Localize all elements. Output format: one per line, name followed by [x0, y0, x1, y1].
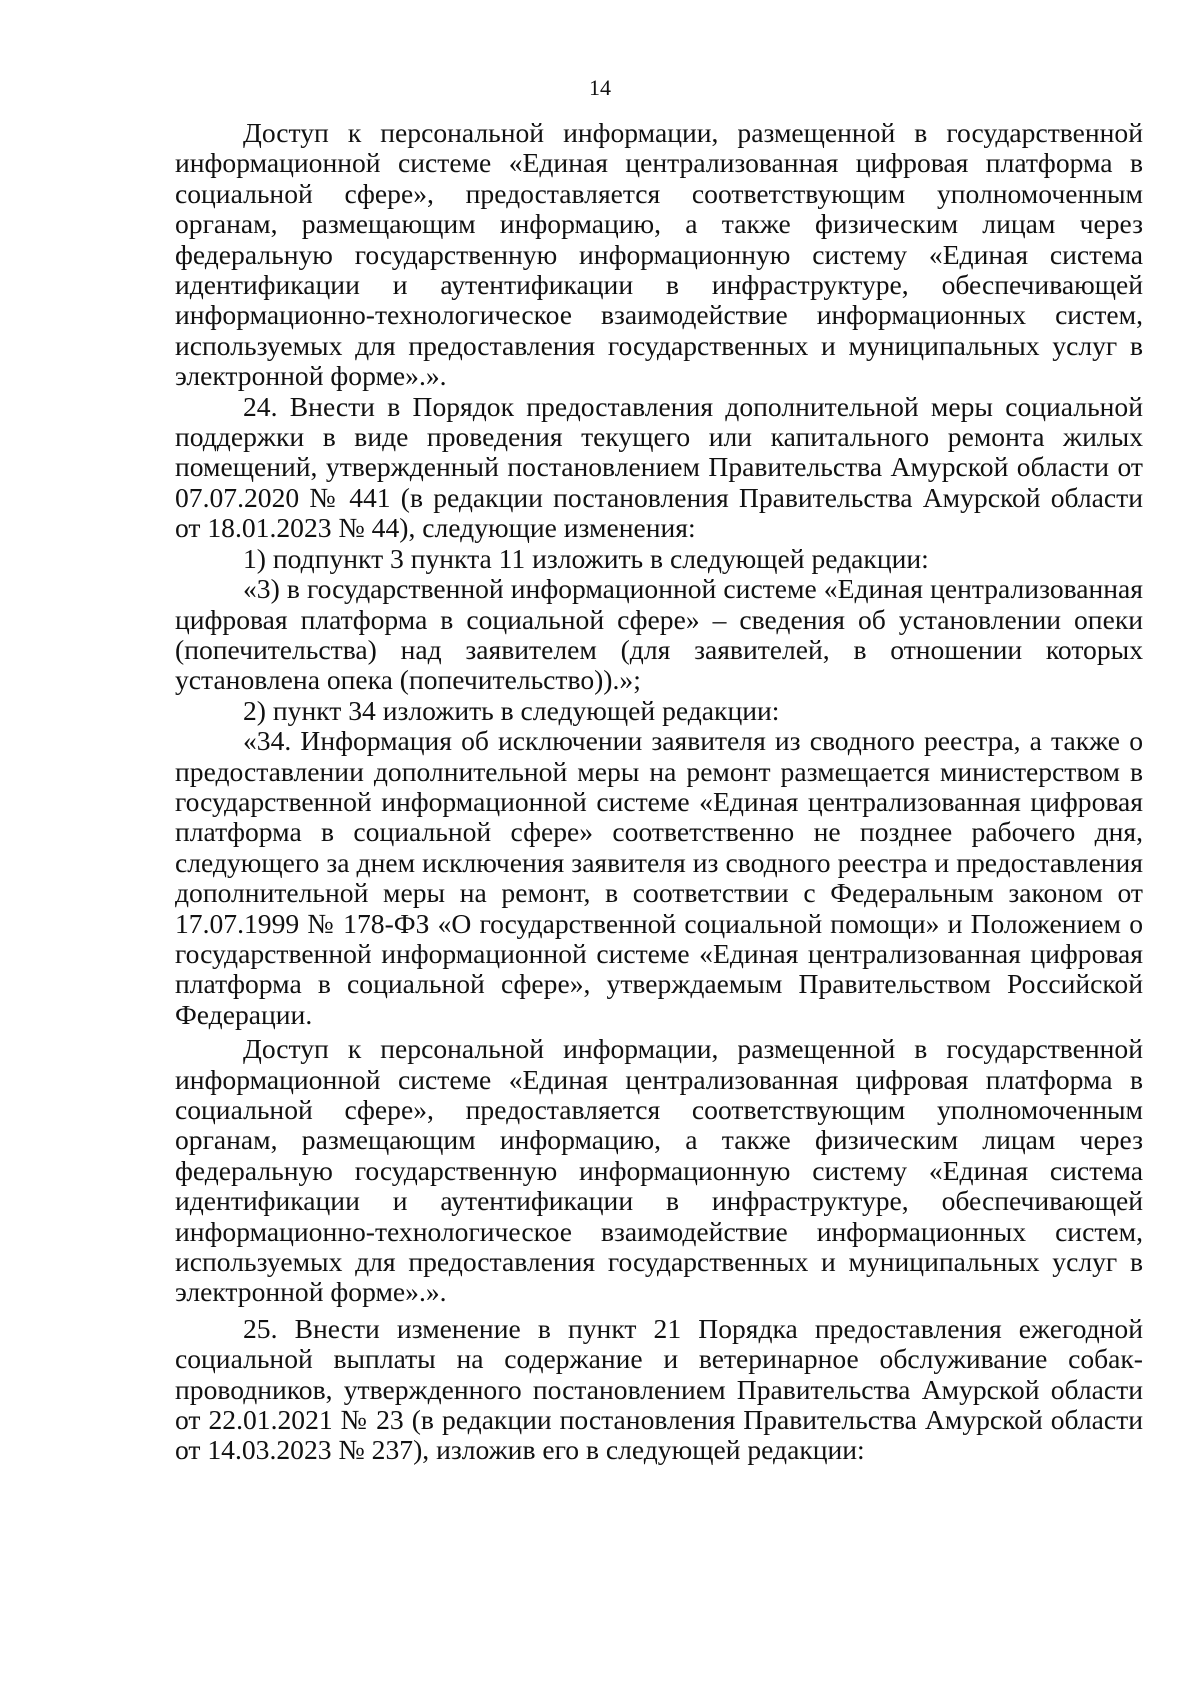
page-number: 14	[589, 75, 611, 100]
paragraph-quote-3: «3) в государственной информационной системе «Единая централизованная цифровая платформа в социальной сфере» – сведения об установлении опеки (попечительства) над заявителем (для заявителей, в отношении которых установлена опека (попечительство)).»;	[175, 573, 1143, 696]
paragraph-item-25: 25. Внести изменение в пункт 21 Порядка предоставления ежегодной социальной выплаты на содержание и ветеринарное обслуживание собак-проводников, утвержденного постановлением Правительства Амурской области от 22.01.2021 № 23 (в редакции постановления Правительства Амурской области от 14.03.2023 № 237), изложив его в следующей редакции:	[175, 1312, 1143, 1466]
paragraph-quote-34: «34. Информация об исключении заявителя из сводного реестра, а также о предоставлении дополнительной меры на ремонт размещается министерством в государственной информационной системе «Единая централизованная цифровая платформа в социальной сфере» соответственно не позднее рабочего дня, следующего за днем исключения заявителя из сводного реестра и предоставления дополнительной меры на ремонт, в соответствии с Федеральным законом от 17.07.1999 № 178-ФЗ «О государственной социальной помощи» и Положением о государственной информационной системе «Единая централизованная цифровая платформа в социальной сфере», утверждаемым Правительством Российской Федерации.	[175, 725, 1143, 1030]
paragraph-access-info-1: Доступ к персональной информации, размещенной в государственной информационной системе «Единая централизованная цифровая платформа в социальной сфере», предоставляется соответствующим уполномоченным органам, размещающим информацию, а также физическим лицам через федеральную государственную информационную систему «Единая система идентификации и аутентификации в инфраструктуре, обеспечивающей информационно-технологическое взаимодействие информационных систем, используемых для предоставления государственных и муниципальных услуг в электронной форме».».	[175, 117, 1143, 392]
paragraph-access-info-2: Доступ к персональной информации, размещенной в государственной информационной системе «Единая централизованная цифровая платформа в социальной сфере», предоставляется соответствующим уполномоченным органам, размещающим информацию, а также физическим лицам через федеральную государственную информационную систему «Единая система идентификации и аутентификации в инфраструктуре, обеспечивающей информационно-технологическое взаимодействие информационных систем, используемых для предоставления государственных и муниципальных услуг в электронной форме».».	[175, 1033, 1143, 1308]
paragraph-subitem-1: 1) подпункт 3 пункта 11 изложить в следующей редакции:	[243, 542, 929, 574]
paragraph-subitem-2: 2) пункт 34 изложить в следующей редакции:	[243, 694, 780, 726]
document-body	[175, 118, 1143, 1466]
paragraph-item-24: 24. Внести в Порядок предоставления дополнительной меры социальной поддержки в виде проведения текущего или капитального ремонта жилых помещений, утвержденный постановлением Правительства Амурской области от 07.07.2020 № 441 (в редакции постановления Правительства Амурской области от 18.01.2023 № 44), следующие изменения:	[175, 390, 1143, 544]
